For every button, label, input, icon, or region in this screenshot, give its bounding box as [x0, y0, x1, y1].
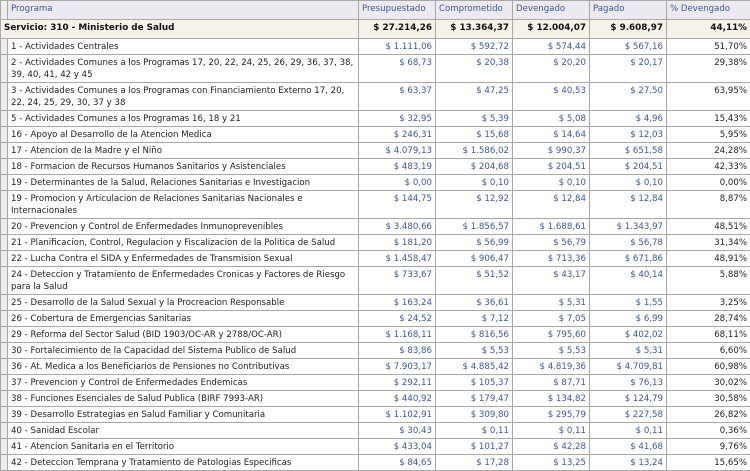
row-spacer [1, 127, 8, 143]
pct-devengado-cell: 31,34% [667, 235, 750, 251]
devengado-cell: $ 0,11 [513, 423, 590, 439]
presupuestado-cell: $ 144,75 [359, 191, 436, 219]
pct-devengado-cell: 48,51% [667, 219, 750, 235]
pagado-cell: $ 4.709,81 [590, 359, 667, 375]
devengado-cell: $ 56,79 [513, 235, 590, 251]
programa-cell: 19 - Determinantes de la Salud, Relaciones Sanitarias e Investigacion [8, 175, 359, 191]
presupuestado-cell: $ 7.903,17 [359, 359, 436, 375]
comprometido-cell: $ 47,25 [436, 83, 513, 111]
row-spacer [1, 391, 8, 407]
pagado-cell: $ 567,16 [590, 39, 667, 55]
row-spacer [1, 295, 8, 311]
pct-devengado-cell: 48,91% [667, 251, 750, 267]
pagado-cell: $ 6,99 [590, 311, 667, 327]
pct-devengado-cell: 3,25% [667, 295, 750, 311]
presupuestado-cell: $ 1.102,91 [359, 407, 436, 423]
service-label: Servicio: 310 - Ministerio de Salud [1, 20, 359, 39]
comprometido-cell: $ 17,28 [436, 455, 513, 471]
pct-devengado-cell: 26,82% [667, 407, 750, 423]
row-spacer [1, 159, 8, 175]
pagado-cell: $ 124,79 [590, 391, 667, 407]
comprometido-cell: $ 5,39 [436, 111, 513, 127]
presupuestado-cell: $ 30,43 [359, 423, 436, 439]
service-comprometido: $ 13.364,37 [436, 20, 513, 39]
row-spacer [1, 191, 8, 219]
presupuestado-cell: $ 1.458,47 [359, 251, 436, 267]
programa-cell: 30 - Fortalecimiento de la Capacidad del Sistema Publico de Salud [8, 343, 359, 359]
table-row[interactable] [1, 391, 750, 407]
header-spacer [1, 1, 8, 20]
header-programa[interactable]: Programa [8, 1, 359, 20]
table-row[interactable] [1, 191, 750, 219]
table-row[interactable] [1, 375, 750, 391]
presupuestado-cell: $ 733,67 [359, 267, 436, 295]
presupuestado-cell: $ 83,86 [359, 343, 436, 359]
pagado-cell: $ 0,10 [590, 175, 667, 191]
row-spacer [1, 375, 8, 391]
pct-devengado-cell: 63,95% [667, 83, 750, 111]
programa-cell: 26 - Cobertura de Emergencias Sanitarias [8, 311, 359, 327]
presupuestado-cell: $ 68,73 [359, 55, 436, 83]
table-row[interactable] [1, 111, 750, 127]
programa-cell: 38 - Funciones Esenciales de Salud Publica (BIRF 7993-AR) [8, 391, 359, 407]
devengado-cell: $ 42,28 [513, 439, 590, 455]
row-spacer [1, 423, 8, 439]
comprometido-cell: $ 36,61 [436, 295, 513, 311]
pct-devengado-cell: 15,65% [667, 455, 750, 471]
pagado-cell: $ 1.343,97 [590, 219, 667, 235]
programa-cell: 1 - Actividades Centrales [8, 39, 359, 55]
presupuestado-cell: $ 246,31 [359, 127, 436, 143]
table-row[interactable] [1, 127, 750, 143]
pagado-cell: $ 402,02 [590, 327, 667, 343]
row-spacer [1, 175, 8, 191]
devengado-cell: $ 12,84 [513, 191, 590, 219]
programa-cell: 16 - Apoyo al Desarrollo de la Atencion Medica [8, 127, 359, 143]
programa-cell: 29 - Reforma del Sector Salud (BID 1903/OC-AR y 2788/OC-AR) [8, 327, 359, 343]
pagado-cell: $ 12,03 [590, 127, 667, 143]
presupuestado-cell: $ 24,52 [359, 311, 436, 327]
header-pagado[interactable]: Pagado [590, 1, 667, 20]
table-row[interactable] [1, 423, 750, 439]
table-row[interactable] [1, 455, 750, 471]
table-row[interactable] [1, 439, 750, 455]
comprometido-cell: $ 12,92 [436, 191, 513, 219]
comprometido-cell: $ 0,11 [436, 423, 513, 439]
pct-devengado-cell: 5,95% [667, 127, 750, 143]
programa-cell: 17 - Atencion de la Madre y el Niño [8, 143, 359, 159]
pagado-cell: $ 5,31 [590, 343, 667, 359]
pct-devengado-cell: 42,33% [667, 159, 750, 175]
header-devengado[interactable]: Devengado [513, 1, 590, 20]
row-spacer [1, 311, 8, 327]
presupuestado-cell: $ 1.111,06 [359, 39, 436, 55]
header-presupuestado[interactable]: Presupuestado [359, 1, 436, 20]
devengado-cell: $ 40,53 [513, 83, 590, 111]
table-row[interactable] [1, 327, 750, 343]
row-spacer [1, 251, 8, 267]
pagado-cell: $ 41,68 [590, 439, 667, 455]
pagado-cell: $ 27,50 [590, 83, 667, 111]
table-row[interactable] [1, 55, 750, 83]
table-row[interactable] [1, 295, 750, 311]
presupuestado-cell: $ 433,04 [359, 439, 436, 455]
programa-cell: 25 - Desarrollo de la Salud Sexual y la Procreacion Responsable [8, 295, 359, 311]
programa-cell: 21 - Planificacion, Control, Regulacion y Fiscalizacion de la Politica de Salud [8, 235, 359, 251]
pct-devengado-cell: 5,88% [667, 267, 750, 295]
row-spacer [1, 83, 8, 111]
row-spacer [1, 343, 8, 359]
devengado-cell: $ 795,60 [513, 327, 590, 343]
pct-devengado-cell: 24,28% [667, 143, 750, 159]
row-spacer [1, 235, 8, 251]
pagado-cell: $ 204,51 [590, 159, 667, 175]
comprometido-cell: $ 179,47 [436, 391, 513, 407]
service-presupuestado: $ 27.214,26 [359, 20, 436, 39]
header-pct-devengado[interactable]: % Devengado [667, 1, 750, 20]
programa-cell: 24 - Deteccion y Tratamiento de Enfermedades Cronicas y Factores de Riesgo para la Salud [8, 267, 359, 295]
devengado-cell: $ 20,20 [513, 55, 590, 83]
pct-devengado-cell: 0,00% [667, 175, 750, 191]
pagado-cell: $ 0,11 [590, 423, 667, 439]
pagado-cell: $ 12,84 [590, 191, 667, 219]
programa-cell: 5 - Actividades Comunes a los Programas 16, 18 y 21 [8, 111, 359, 127]
comprometido-cell: $ 1.856,57 [436, 219, 513, 235]
programa-cell: 37 - Prevencion y Control de Enfermedades Endemicas [8, 375, 359, 391]
comprometido-cell: $ 4.885,42 [436, 359, 513, 375]
presupuestado-cell: $ 63,37 [359, 83, 436, 111]
row-spacer [1, 267, 8, 295]
table-row[interactable] [1, 343, 750, 359]
row-spacer [1, 359, 8, 375]
devengado-cell: $ 87,71 [513, 375, 590, 391]
table-row[interactable] [1, 175, 750, 191]
pagado-cell: $ 56,78 [590, 235, 667, 251]
presupuestado-cell: $ 483,19 [359, 159, 436, 175]
programa-cell: 18 - Formacion de Recursos Humanos Sanitarios y Asistenciales [8, 159, 359, 175]
header-row [1, 1, 750, 20]
row-spacer [1, 111, 8, 127]
pagado-cell: $ 40,14 [590, 267, 667, 295]
pagado-cell: $ 76,13 [590, 375, 667, 391]
devengado-cell: $ 4.819,36 [513, 359, 590, 375]
table-row[interactable] [1, 251, 750, 267]
devengado-cell: $ 134,82 [513, 391, 590, 407]
devengado-cell: $ 5,08 [513, 111, 590, 127]
presupuestado-cell: $ 163,24 [359, 295, 436, 311]
presupuestado-cell: $ 4.079,13 [359, 143, 436, 159]
comprometido-cell: $ 1.586,02 [436, 143, 513, 159]
programa-cell: 19 - Promocion y Articulacion de Relaciones Sanitarias Nacionales e Internacionales [8, 191, 359, 219]
header-comprometido[interactable]: Comprometido [436, 1, 513, 20]
service-pct-devengado: 44,11% [667, 20, 750, 39]
table-row[interactable] [1, 407, 750, 423]
row-spacer [1, 439, 8, 455]
table-row[interactable] [1, 39, 750, 55]
presupuestado-cell: $ 181,20 [359, 235, 436, 251]
comprometido-cell: $ 0,10 [436, 175, 513, 191]
devengado-cell: $ 204,51 [513, 159, 590, 175]
programa-cell: 42 - Deteccion Temprana y Tratamiento de Patologias Especificas [8, 455, 359, 471]
pct-devengado-cell: 29,38% [667, 55, 750, 83]
devengado-cell: $ 13,25 [513, 455, 590, 471]
pct-devengado-cell: 6,60% [667, 343, 750, 359]
pagado-cell: $ 651,58 [590, 143, 667, 159]
programa-cell: 39 - Desarrollo Estrategias en Salud Familiar y Comunitaria [8, 407, 359, 423]
presupuestado-cell: $ 84,65 [359, 455, 436, 471]
presupuestado-cell: $ 3.480,66 [359, 219, 436, 235]
row-spacer [1, 143, 8, 159]
row-spacer [1, 455, 8, 471]
table-row[interactable] [1, 311, 750, 327]
devengado-cell: $ 5,31 [513, 295, 590, 311]
presupuestado-cell: $ 292,11 [359, 375, 436, 391]
pagado-cell: $ 4,96 [590, 111, 667, 127]
table-row[interactable] [1, 143, 750, 159]
comprometido-cell: $ 5,53 [436, 343, 513, 359]
devengado-cell: $ 5,53 [513, 343, 590, 359]
programa-cell: 20 - Prevencion y Control de Enfermedades Inmunoprevenibles [8, 219, 359, 235]
programa-cell: 41 - Atencion Sanitaria en el Territorio [8, 439, 359, 455]
table-row[interactable] [1, 267, 750, 295]
comprometido-cell: $ 309,80 [436, 407, 513, 423]
devengado-cell: $ 1.688,61 [513, 219, 590, 235]
devengado-cell: $ 0,10 [513, 175, 590, 191]
devengado-cell: $ 14,64 [513, 127, 590, 143]
pct-devengado-cell: 30,58% [667, 391, 750, 407]
comprometido-cell: $ 15,68 [436, 127, 513, 143]
pct-devengado-cell: 60,98% [667, 359, 750, 375]
comprometido-cell: $ 906,47 [436, 251, 513, 267]
pct-devengado-cell: 0,36% [667, 423, 750, 439]
comprometido-cell: $ 105,37 [436, 375, 513, 391]
table-row[interactable] [1, 359, 750, 375]
comprometido-cell: $ 101,27 [436, 439, 513, 455]
pagado-cell: $ 20,17 [590, 55, 667, 83]
devengado-cell: $ 7,05 [513, 311, 590, 327]
devengado-cell: $ 990,37 [513, 143, 590, 159]
pagado-cell: $ 227,58 [590, 407, 667, 423]
comprometido-cell: $ 7,12 [436, 311, 513, 327]
programa-cell: 40 - Sanidad Escolar [8, 423, 359, 439]
pct-devengado-cell: 28,74% [667, 311, 750, 327]
comprometido-cell: $ 20,38 [436, 55, 513, 83]
pagado-cell: $ 13,24 [590, 455, 667, 471]
comprometido-cell: $ 592,72 [436, 39, 513, 55]
comprometido-cell: $ 816,56 [436, 327, 513, 343]
comprometido-cell: $ 204,68 [436, 159, 513, 175]
service-pagado: $ 9.608,97 [590, 20, 667, 39]
presupuestado-cell: $ 1.168,11 [359, 327, 436, 343]
table-row[interactable] [1, 159, 750, 175]
presupuestado-cell: $ 440,92 [359, 391, 436, 407]
pct-devengado-cell: 68,11% [667, 327, 750, 343]
pct-devengado-cell: 8,87% [667, 191, 750, 219]
pct-devengado-cell: 15,43% [667, 111, 750, 127]
pagado-cell: $ 1,55 [590, 295, 667, 311]
pct-devengado-cell: 9,76% [667, 439, 750, 455]
comprometido-cell: $ 56,99 [436, 235, 513, 251]
table-row[interactable] [1, 235, 750, 251]
presupuestado-cell: $ 32,95 [359, 111, 436, 127]
programa-cell: 2 - Actividades Comunes a los Programas 17, 20, 22, 24, 25, 26, 29, 36, 37, 38, 39, 40, 41, 42 y 45 [8, 55, 359, 83]
devengado-cell: $ 713,36 [513, 251, 590, 267]
row-spacer [1, 407, 8, 423]
devengado-cell: $ 295,79 [513, 407, 590, 423]
table-row[interactable] [1, 219, 750, 235]
row-spacer [1, 219, 8, 235]
devengado-cell: $ 574,44 [513, 39, 590, 55]
row-spacer [1, 55, 8, 83]
programa-cell: 36 - At. Medica a los Beneficiarios de Pensiones no Contributivas [8, 359, 359, 375]
table-row[interactable] [1, 83, 750, 111]
programa-cell: 22 - Lucha Contra el SIDA y Enfermedades de Transmision Sexual [8, 251, 359, 267]
pct-devengado-cell: 30,02% [667, 375, 750, 391]
pagado-cell: $ 671,86 [590, 251, 667, 267]
devengado-cell: $ 43,17 [513, 267, 590, 295]
comprometido-cell: $ 51,52 [436, 267, 513, 295]
programa-cell: 3 - Actividades Comunes a los Programas con Financiamiento Externo 17, 20, 22, 24, 25, 29, 30, 37 y 38 [8, 83, 359, 111]
service-total-row [1, 20, 750, 39]
presupuestado-cell: $ 0,00 [359, 175, 436, 191]
row-spacer [1, 39, 8, 55]
pct-devengado-cell: 51,70% [667, 39, 750, 55]
service-devengado: $ 12.004,07 [513, 20, 590, 39]
row-spacer [1, 327, 8, 343]
